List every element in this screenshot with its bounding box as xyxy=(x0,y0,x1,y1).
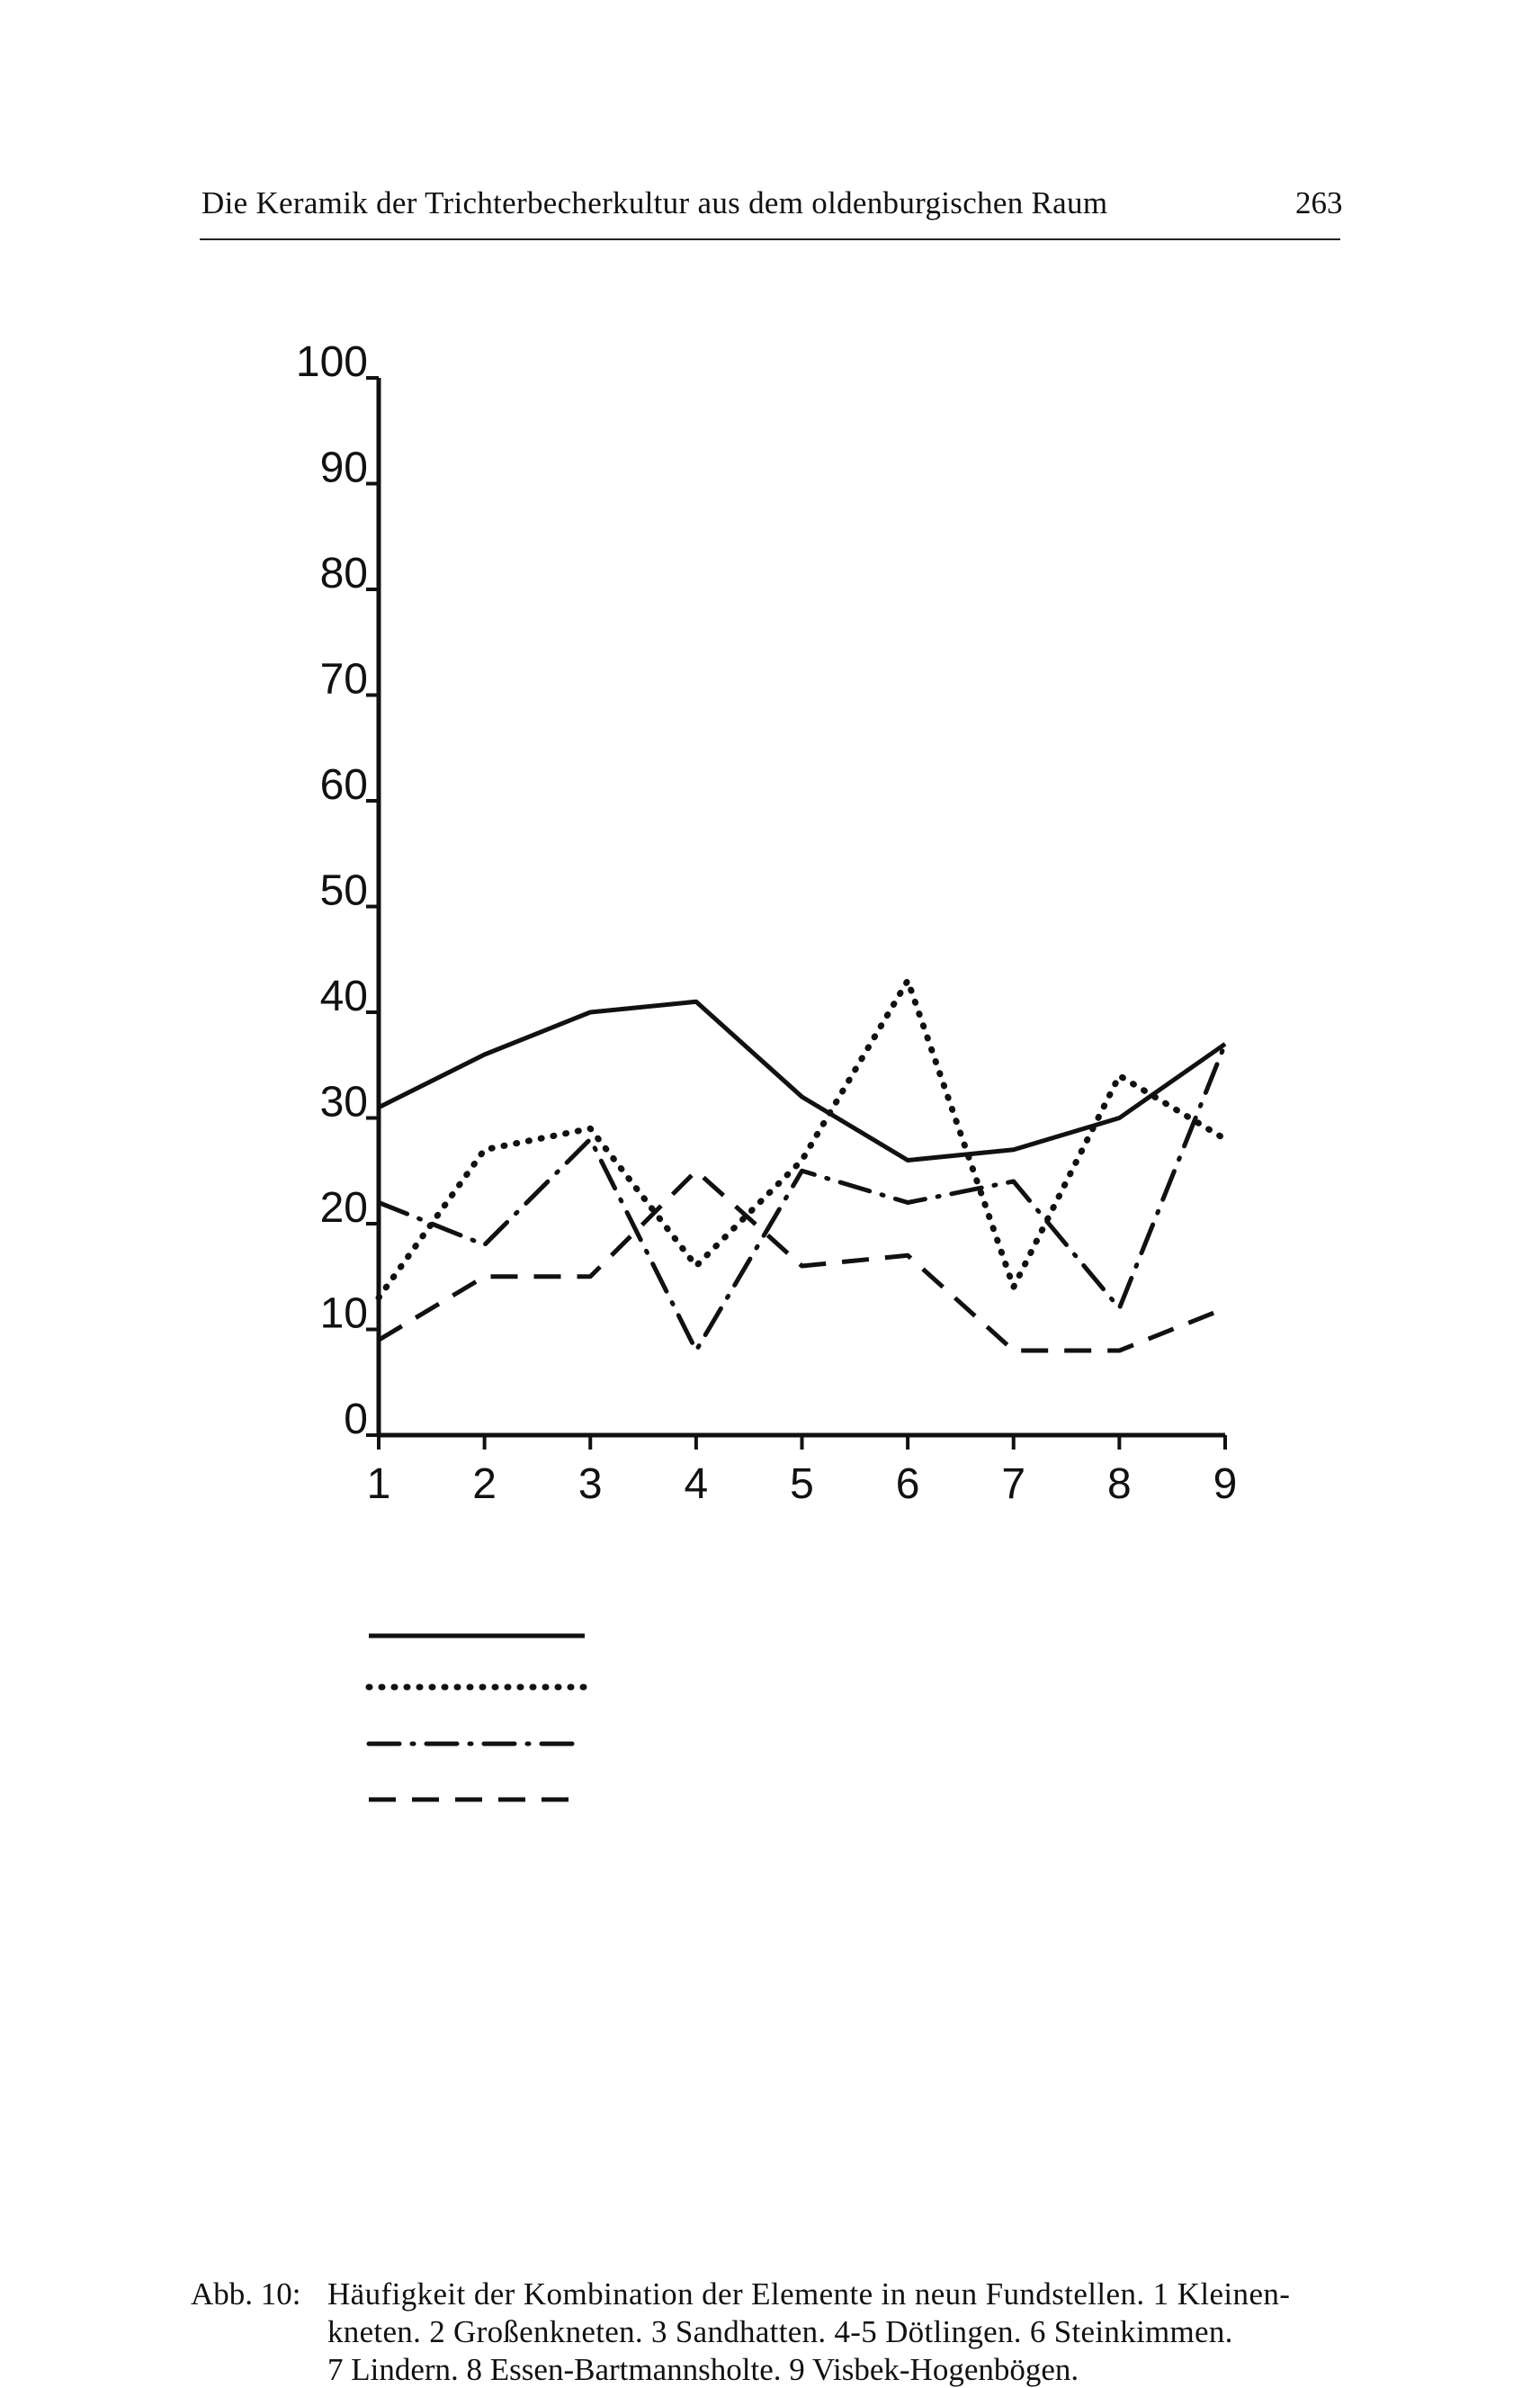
chart-legend xyxy=(369,1636,585,1800)
running-header-title: Die Keramik der Trichterbecherkultur aus dem oldenburgischen Raum xyxy=(201,185,1108,220)
y-tick-label: 40 xyxy=(319,973,368,1020)
x-axis-ticks xyxy=(367,1435,1238,1508)
y-tick-label: 20 xyxy=(319,1184,368,1232)
data-point-dotted xyxy=(1225,1139,1226,1140)
data-point-dotted xyxy=(801,1160,802,1161)
y-tick-label: 80 xyxy=(319,550,368,597)
y-tick-label: 0 xyxy=(344,1396,368,1443)
series-line-solid xyxy=(379,1001,1225,1160)
x-tick-label: 3 xyxy=(578,1460,603,1508)
y-tick-label: 10 xyxy=(319,1289,368,1338)
x-tick-label: 1 xyxy=(366,1460,391,1508)
y-tick-label: 100 xyxy=(295,338,368,386)
series-line-dotted xyxy=(379,981,1225,1298)
x-tick-label: 2 xyxy=(472,1460,497,1508)
x-tick-label: 5 xyxy=(790,1460,814,1508)
caption-line-1: Häufigkeit der Kombination der Elemente in neun Fundstellen. 1 Kleinen- xyxy=(327,2276,1291,2312)
x-tick-label: 7 xyxy=(1001,1460,1026,1508)
y-tick-label: 30 xyxy=(319,1078,368,1127)
x-tick-label: 6 xyxy=(895,1460,920,1508)
data-point-dashed xyxy=(1225,1308,1226,1309)
x-tick-label: 4 xyxy=(684,1460,709,1508)
caption-label: Abb. 10: xyxy=(191,2276,301,2312)
y-tick-label: 70 xyxy=(319,655,368,704)
page-number: 263 xyxy=(1295,185,1343,220)
data-point-dashed xyxy=(695,1171,696,1172)
data-point-dashed xyxy=(484,1276,485,1277)
y-tick-label: 50 xyxy=(319,866,368,915)
caption-line-3: 7 Lindern. 8 Essen-Bartmannsholte. 9 Visbek-Hogenbögen. xyxy=(327,2352,1079,2387)
x-tick-label: 8 xyxy=(1107,1460,1132,1508)
x-tick-label: 9 xyxy=(1213,1460,1238,1508)
series-line-dashed xyxy=(379,1171,1225,1351)
y-axis-ticks xyxy=(296,338,379,1443)
caption-line-2: kneten. 2 Großenkneten. 3 Sandhatten. 4-5 Dötlingen. 6 Steinkimmen. xyxy=(327,2314,1233,2349)
chart-series xyxy=(379,980,1226,1351)
y-tick-label: 60 xyxy=(319,761,368,809)
y-tick-label: 90 xyxy=(319,444,368,492)
series-line-dash-dot xyxy=(379,1044,1225,1351)
data-point-dotted xyxy=(484,1149,485,1150)
